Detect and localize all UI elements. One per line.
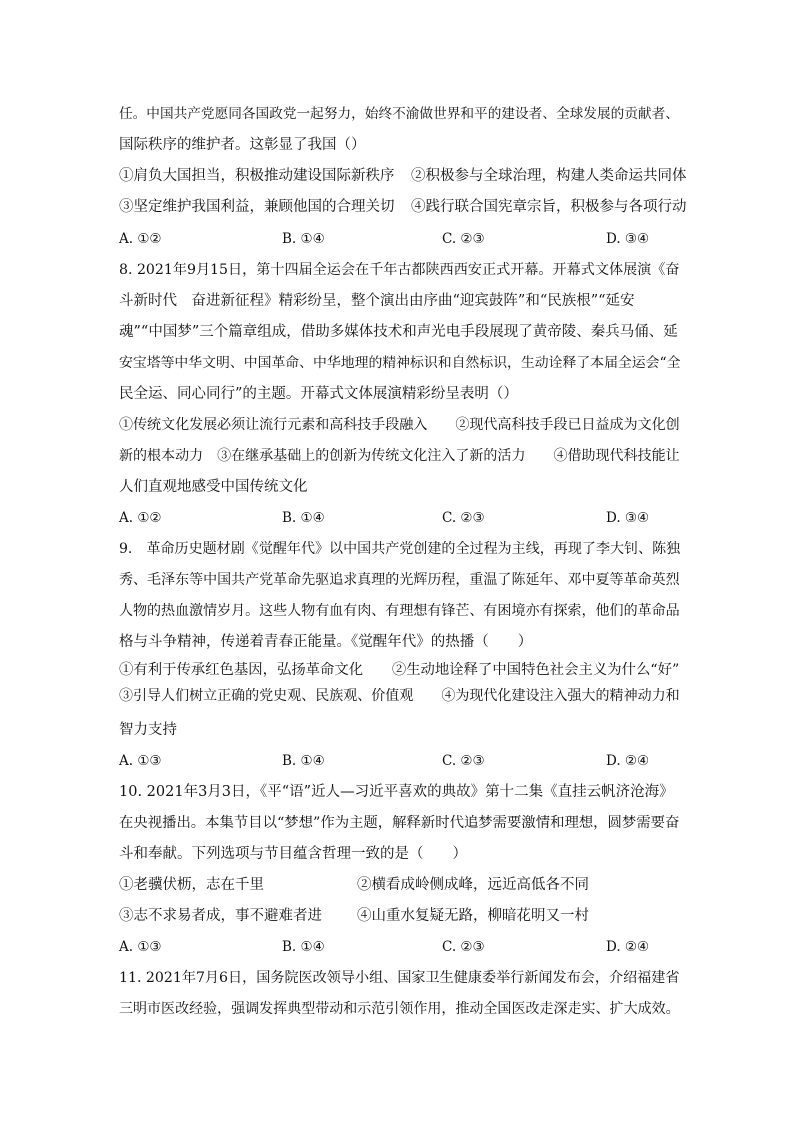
q11-stem-line-1: 11. 2021年7月6日，国务院医改领导小组、国家卫生健康委举行新闻发布会，介绍福建省: [119, 970, 680, 986]
q10-statement-1: ①老骥伏枥，志在千里: [119, 877, 264, 893]
q7-statement-3: ③坚定维护我国利益，兼顾他国的合理关切: [119, 199, 395, 215]
q7-option-d[interactable]: D. ③④: [606, 231, 650, 247]
q9-stem-line-4: 格与斗争精神，传递着青春正能量。《觉醒年代》的热播（ ）: [119, 634, 533, 650]
q8-options: [119, 508, 679, 528]
q10-statement-4: ④山重水复疑无路，柳暗花明又一村: [357, 908, 589, 924]
q7-statement-1: ①肩负大国担当，积极推动建设国际新秩序: [119, 168, 395, 184]
q8-stem-line-4: 安宝塔等中华文明、中国革命、中华地理的精神标识和自然标识，生动诠释了本届全运会“全: [119, 355, 681, 371]
q9-option-b[interactable]: B. ①④: [282, 753, 325, 769]
q10-options: [119, 937, 679, 957]
q9-option-c[interactable]: C. ②③: [442, 753, 485, 769]
q7-option-c[interactable]: C. ②③: [442, 231, 485, 247]
q9-statement-line-1: ①有利于传承红色基因，弘扬革命文化 ②生动地诠释了中国特色社会主义为什么“好”: [119, 662, 680, 678]
q9-stem-line-2: 秀、毛泽东等中国共产党革命先驱追求真理的光辉历程，重温了陈延年、邓中夏等革命英烈: [119, 572, 680, 588]
q7-statement-4: ④践行联合国宪章宗旨，积极参与各项行动: [411, 199, 687, 215]
q10-statement-3: ③志不求易者成，事不避难者进: [119, 908, 322, 924]
q9-statement-line-3: 智力支持: [119, 722, 177, 738]
q9-stem-line-3: 人物的热血激情岁月。这些人物有血有肉、有理想有锋芒、有困境亦有探索，他们的革命品: [119, 603, 680, 619]
q8-option-a[interactable]: A. ①②: [119, 510, 162, 526]
q10-option-d[interactable]: D. ②④: [606, 939, 650, 955]
q8-stem-line-2: 斗新时代 奋进新征程》精彩纷呈，整个演出由序曲“迎宾鼓阵”和“民族根”“延安: [119, 293, 635, 309]
q7-options: [119, 229, 679, 249]
q7-stem-line-2: 国际秩序的维护者。这彰显了我国（）: [119, 137, 366, 153]
q8-stem-line-1: 8. 2021年9月15日，第十四届全运会在千年古都陕西西安正式开幕。开幕式文体展演《奋: [119, 262, 680, 278]
q10-option-c[interactable]: C. ②③: [442, 939, 485, 955]
q9-option-d[interactable]: D. ②④: [606, 753, 650, 769]
q8-statement-line-2: 新的根本动力 ③在继承基础上的创新为传统文化注入了新的活力 ④借助现代科技能让: [119, 448, 680, 464]
q10-stem-line-2: 在央视播出。本集节目以“梦想”作为主题，解释新时代追梦需要激情和理想，圆梦需要奋: [119, 815, 680, 831]
q9-option-a[interactable]: A. ①③: [119, 753, 162, 769]
q8-statement-line-1: ①传统文化发展必须让流行元素和高科技手段融入 ②现代高科技手段已日益成为文化创: [119, 417, 680, 433]
q7-option-a[interactable]: A. ①②: [119, 231, 162, 247]
q8-stem-line-5: 民全运、同心同行”的主题。开幕式文体展演精彩纷呈表明（）: [119, 386, 518, 402]
q8-option-c[interactable]: C. ②③: [442, 510, 485, 526]
q8-option-b[interactable]: B. ①④: [282, 510, 325, 526]
q8-option-d[interactable]: D. ③④: [606, 510, 650, 526]
q10-option-b[interactable]: B. ①④: [282, 939, 325, 955]
q10-option-a[interactable]: A. ①③: [119, 939, 162, 955]
q9-stem-line-1: 9. 革命历史题材剧《觉醒年代》以中国共产党创建的全过程为主线，再现了李大钊、陈独: [119, 541, 681, 557]
q10-statement-2: ②横看成岭侧成峰，远近高低各不同: [357, 877, 589, 893]
q10-stem-line-1: 10. 2021年3月3日，《平“语”近人—习近平喜欢的典故》第十二集《直挂云帆济沧海》: [119, 784, 674, 800]
q9-statement-line-2: ③引导人们树立正确的党史观、民族观、价值观 ④为现代化建设注入强大的精神动力和: [119, 688, 680, 704]
q11-stem-line-2: 三明市医改经验，强调发挥典型带动和示范引领作用，推动全国医改走深走实、扩大成效。: [119, 1001, 680, 1017]
q7-stem-line-1: 任。中国共产党愿同各国政党一起努力，始终不渝做世界和平的建设者、全球发展的贡献者、: [119, 106, 679, 122]
q10-stem-line-3: 斗和奉献。下列选项与节目蕴含哲理一致的是（ ）: [119, 846, 467, 862]
q8-statement-line-3: 人们直观地感受中国传统文化: [119, 479, 308, 495]
q9-options: [119, 751, 679, 771]
q7-option-b[interactable]: B. ①④: [282, 231, 325, 247]
q7-statement-2: ②积极参与全球治理，构建人类命运共同体: [411, 168, 687, 184]
q8-stem-line-3: 魂”“中国梦”三个篇章组成，借助多媒体技术和声光电手段展现了黄帝陵、秦兵马俑、延: [119, 324, 678, 340]
